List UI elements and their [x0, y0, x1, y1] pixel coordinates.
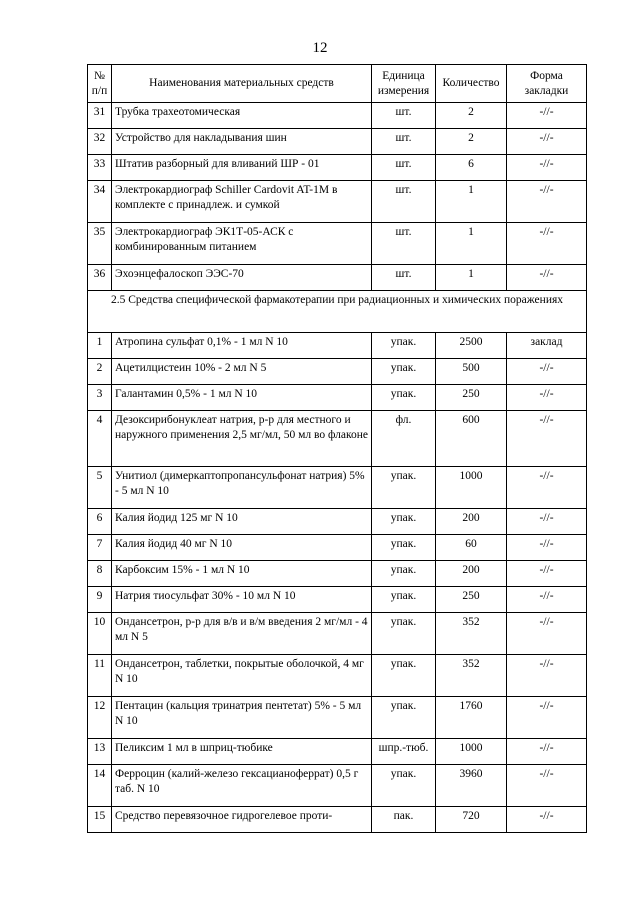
row-name: Ондансетрон, таблетки, покрытые оболочкой, 4 мг N 10 — [112, 655, 372, 697]
row-name: Пентацин (кальция тринатрия пентетат) 5% - 5 мл N 10 — [112, 697, 372, 739]
row-form: -//- — [507, 535, 587, 561]
row-num: 11 — [88, 655, 112, 697]
row-qty: 6 — [436, 155, 507, 181]
row-qty: 1 — [436, 265, 507, 291]
table-row — [88, 103, 587, 129]
row-qty: 1 — [436, 223, 507, 265]
row-qty: 200 — [436, 561, 507, 587]
row-qty: 600 — [436, 411, 507, 467]
header-form: Форма закладки — [507, 65, 587, 103]
page-number: 12 — [312, 40, 328, 56]
row-num: 15 — [88, 807, 112, 833]
row-unit: упак. — [372, 535, 436, 561]
table-row — [88, 765, 587, 807]
row-name: Штатив разборный для вливаний ШР - 01 — [112, 155, 372, 181]
table-row — [88, 467, 587, 509]
row-name: Калия йодид 40 мг N 10 — [112, 535, 372, 561]
row-qty: 500 — [436, 359, 507, 385]
row-form: -//- — [507, 587, 587, 613]
row-form: -//- — [507, 223, 587, 265]
row-name: Ондансетрон, р-р для в/в и в/м введения 2 мг/мл - 4 мл N 5 — [112, 613, 372, 655]
row-form: -//- — [507, 467, 587, 509]
row-num: 35 — [88, 223, 112, 265]
row-unit: шт. — [372, 103, 436, 129]
header-qty: Количество — [436, 65, 507, 103]
row-form: заклад — [507, 333, 587, 359]
row-unit: шт. — [372, 155, 436, 181]
row-qty: 1000 — [436, 739, 507, 765]
row-unit: упак. — [372, 385, 436, 411]
row-qty: 200 — [436, 509, 507, 535]
row-unit: шт. — [372, 223, 436, 265]
row-unit: шт. — [372, 265, 436, 291]
row-qty: 60 — [436, 535, 507, 561]
row-unit: фл. — [372, 411, 436, 467]
row-qty: 2 — [436, 103, 507, 129]
header-unit: Единица измерения — [372, 65, 436, 103]
row-form: -//- — [507, 359, 587, 385]
row-unit: упак. — [372, 613, 436, 655]
header-num: № п/п — [88, 65, 112, 103]
table-row — [88, 181, 587, 223]
row-unit: шпр.-тюб. — [372, 739, 436, 765]
row-form: -//- — [507, 697, 587, 739]
row-form: -//- — [507, 739, 587, 765]
table-row — [88, 587, 587, 613]
row-num: 10 — [88, 613, 112, 655]
row-num: 1 — [88, 333, 112, 359]
table-row — [88, 333, 587, 359]
row-name: Калия йодид 125 мг N 10 — [112, 509, 372, 535]
row-qty: 2500 — [436, 333, 507, 359]
row-num: 14 — [88, 765, 112, 807]
row-name: Ферроцин (калий-железо гексацианоферрат) 0,5 г таб. N 10 — [112, 765, 372, 807]
row-name: Средство перевязочное гидрогелевое проти- — [112, 807, 372, 833]
row-name: Электрокардиограф ЭК1Т-05-АСК с комбинированным питанием — [112, 223, 372, 265]
row-num: 3 — [88, 385, 112, 411]
row-form: -//- — [507, 265, 587, 291]
row-num: 2 — [88, 359, 112, 385]
table-row — [88, 807, 587, 833]
row-name: Карбоксим 15% - 1 мл N 10 — [112, 561, 372, 587]
row-num: 31 — [88, 103, 112, 129]
table-row — [88, 223, 587, 265]
row-form: -//- — [507, 103, 587, 129]
row-qty: 1000 — [436, 467, 507, 509]
table-row — [88, 509, 587, 535]
row-num: 33 — [88, 155, 112, 181]
row-qty: 352 — [436, 613, 507, 655]
row-unit: упак. — [372, 765, 436, 807]
row-name: Дезоксирибонуклеат натрия, р-р для местного и наружного применения 2,5 мг/мл, 50 мл во флаконе — [112, 411, 372, 467]
row-name: Эхоэнцефалоскоп ЭЭС-70 — [112, 265, 372, 291]
table-row — [88, 655, 587, 697]
row-qty: 352 — [436, 655, 507, 697]
row-num: 32 — [88, 129, 112, 155]
row-qty: 720 — [436, 807, 507, 833]
row-qty: 3960 — [436, 765, 507, 807]
table-row — [88, 129, 587, 155]
row-name: Натрия тиосульфат 30% - 10 мл N 10 — [112, 587, 372, 613]
table-row — [88, 385, 587, 411]
row-unit: шт. — [372, 129, 436, 155]
row-qty: 1760 — [436, 697, 507, 739]
table-header-row — [88, 65, 587, 103]
row-form: -//- — [507, 807, 587, 833]
materials-table — [87, 64, 587, 833]
row-name: Трубка трахеотомическая — [112, 103, 372, 129]
row-qty: 1 — [436, 181, 507, 223]
row-unit: упак. — [372, 697, 436, 739]
row-qty: 250 — [436, 385, 507, 411]
row-num: 5 — [88, 467, 112, 509]
table-row — [88, 561, 587, 587]
row-unit: шт. — [372, 181, 436, 223]
row-num: 9 — [88, 587, 112, 613]
row-unit: упак. — [372, 359, 436, 385]
row-form: -//- — [507, 385, 587, 411]
row-form: -//- — [507, 411, 587, 467]
row-form: -//- — [507, 181, 587, 223]
table-row — [88, 359, 587, 385]
row-name: Галантамин 0,5% - 1 мл N 10 — [112, 385, 372, 411]
row-num: 4 — [88, 411, 112, 467]
row-num: 36 — [88, 265, 112, 291]
row-unit: упак. — [372, 509, 436, 535]
row-name: Унитиол (димеркаптопропансульфонат натрия) 5% - 5 мл N 10 — [112, 467, 372, 509]
section-row — [88, 291, 587, 333]
section-title: 2.5 Средства специфической фармакотерапии при радиационных и химических поражениях — [88, 291, 587, 333]
row-num: 6 — [88, 509, 112, 535]
row-name: Электрокардиограф Schiller Cardovit AT-1M в комплекте с принадлеж. и сумкой — [112, 181, 372, 223]
row-num: 7 — [88, 535, 112, 561]
row-name: Пеликсим 1 мл в шприц-тюбике — [112, 739, 372, 765]
row-num: 34 — [88, 181, 112, 223]
row-form: -//- — [507, 561, 587, 587]
table-row — [88, 155, 587, 181]
table-row — [88, 613, 587, 655]
row-unit: упак. — [372, 333, 436, 359]
row-form: -//- — [507, 613, 587, 655]
table-row — [88, 739, 587, 765]
row-num: 8 — [88, 561, 112, 587]
row-form: -//- — [507, 655, 587, 697]
row-unit: упак. — [372, 655, 436, 697]
row-qty: 2 — [436, 129, 507, 155]
row-unit: упак. — [372, 587, 436, 613]
row-unit: упак. — [372, 561, 436, 587]
row-form: -//- — [507, 155, 587, 181]
row-unit: упак. — [372, 467, 436, 509]
table-row — [88, 697, 587, 739]
row-unit: пак. — [372, 807, 436, 833]
row-form: -//- — [507, 765, 587, 807]
row-name: Ацетилцистеин 10% - 2 мл N 5 — [112, 359, 372, 385]
row-num: 12 — [88, 697, 112, 739]
table-row — [88, 535, 587, 561]
row-name: Атропина сульфат 0,1% - 1 мл N 10 — [112, 333, 372, 359]
header-name: Наименования материальных средств — [112, 65, 372, 103]
row-form: -//- — [507, 509, 587, 535]
row-num: 13 — [88, 739, 112, 765]
table-row — [88, 411, 587, 467]
row-form: -//- — [507, 129, 587, 155]
row-qty: 250 — [436, 587, 507, 613]
table-row — [88, 265, 587, 291]
row-name: Устройство для накладывания шин — [112, 129, 372, 155]
